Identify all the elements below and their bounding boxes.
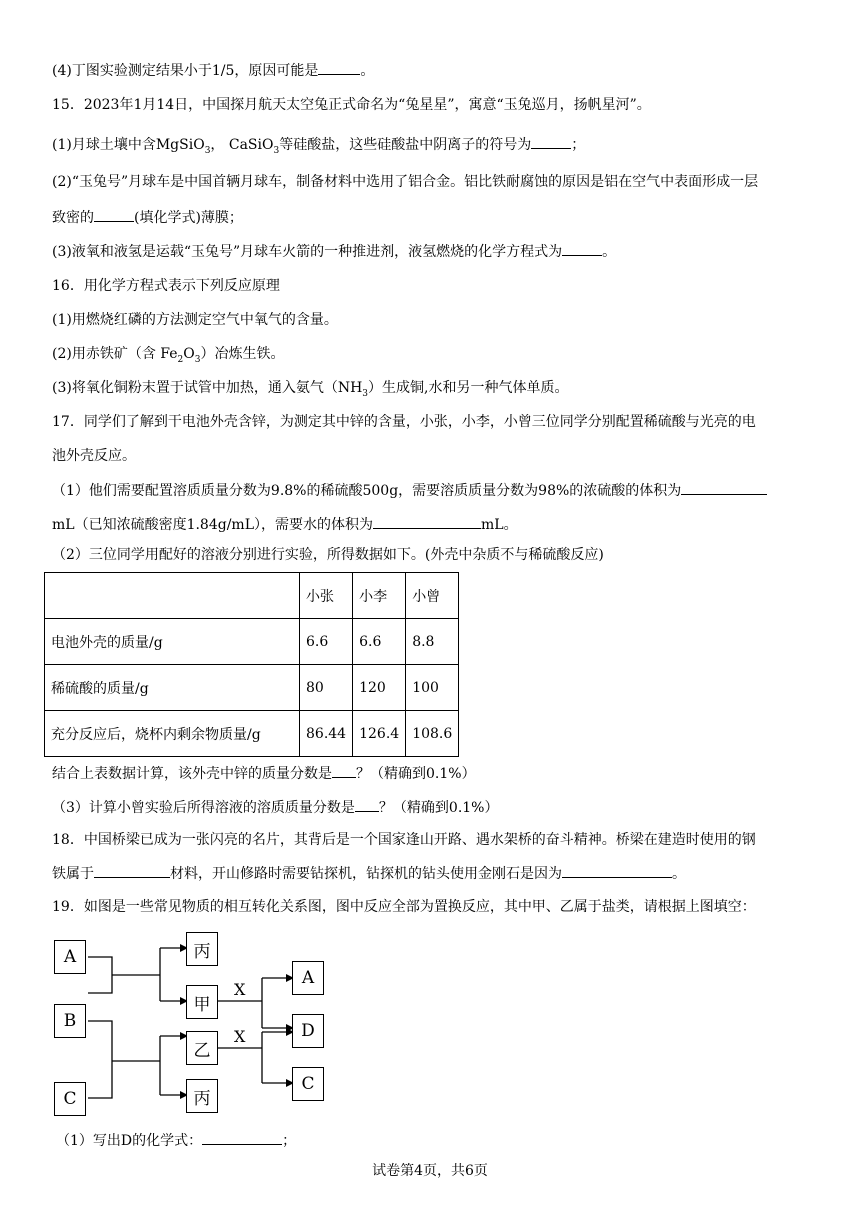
q17-part1-line1: （1）他们需要配置溶质质量分数为9.8%的稀硫酸500g，需要溶质质量分数为98%的浓硫酸的体积为: [52, 480, 767, 501]
q17-after-table: 结合上表数据计算，该外壳中锌的质量分数是 ？（精确到0.1%）: [52, 763, 476, 784]
table-cell: 100: [406, 665, 459, 711]
q18-line1: 18．中国桥梁已成为一张闪亮的名片，其背后是一个国家逢山开路、遇水架桥的奋斗精神。桥梁在建造时使用的钢: [52, 832, 756, 848]
table-cell: 126.4: [353, 711, 406, 757]
table-cell: 稀硫酸的质量/g: [45, 665, 300, 711]
reagent-x-label: X: [234, 1027, 246, 1046]
q17-intro-line2: 池外壳反应。: [52, 448, 136, 464]
node-c: C: [54, 1082, 86, 1116]
q17-part3: （3）计算小曾实验后所得溶液的溶质质量分数是 ？（精确到0.1%）: [52, 797, 498, 818]
node-jia: 甲: [186, 985, 218, 1019]
table-cell: 108.6: [406, 711, 459, 757]
q16-part3: (3)将氧化铜粉末置于试管中加热，通入氨气$(NH_3)$生成铜,水和另一种气体单质。: [52, 380, 569, 399]
q16-intro: 16．用化学方程式表示下列反应原理: [52, 278, 280, 294]
reagent-x-label: X: [234, 980, 246, 999]
table-cell: 小曾: [406, 573, 459, 619]
table-cell: 86.44: [300, 711, 353, 757]
q17-part2: （2）三位同学用配好的溶液分别进行实验，所得数据如下。(外壳中杂质不与稀硫酸反应): [52, 547, 604, 563]
answer-blank[interactable]: [202, 1130, 282, 1145]
table-cell: 充分反应后，烧杯内剩余物质量/g: [45, 711, 300, 757]
q15-part1: (1)月球土壤中含MgSiO$_3$， CaSiO$_3$等硅酸盐，这些硅酸盐中阴离子的符号为 ；: [52, 134, 585, 161]
q15-part2-line2: 致密的 (填化学式)薄膜；: [52, 207, 243, 228]
node-d: D: [292, 1014, 324, 1048]
node-bing-bottom: 丙: [186, 1079, 218, 1113]
q15-intro: 15．2023年1月14日，中国探月航天太空兔正式命名为“兔星星”，寓意“玉兔巡月，扬帆星河”。: [52, 97, 651, 113]
node-a: A: [54, 940, 86, 974]
q15-part2-line1: (2)“玉兔号”月球车是中国首辆月球车，制备材料中选用了铝合金。铝比铁耐腐蚀的原因是铝在空气中表面形成一层: [52, 174, 759, 190]
q15-part3: (3)液氧和液氢是运载“玉兔号”月球车火箭的一种推进剂，液氢燃烧的化学方程式为 。: [52, 241, 616, 262]
node-bing-top: 丙: [186, 932, 218, 966]
q19-intro: 19．如图是一些常见物质的相互转化关系图，图中反应全部为置换反应，其中甲、乙属于盐类，请根据上图填空：: [52, 899, 756, 915]
node-b: B: [54, 1004, 86, 1038]
node-yi: 乙: [186, 1031, 218, 1065]
q14-4-line: (4)丁图实验测定结果小于1/5，原因可能是 。: [52, 60, 374, 81]
q17-part1-line2: mL（已知浓硫酸密度1.84g/mL），需要水的体积为 mL。: [52, 514, 518, 535]
q18-line2: 铁属于 材料，开山修路时需要钻探机，钻探机的钻头使用金刚石是因为 。: [52, 863, 686, 884]
table-cell: 8.8: [406, 619, 459, 665]
q16-part1: (1)用燃烧红磷的方法测定空气中氧气的含量。: [52, 312, 338, 328]
table-cell: 80: [300, 665, 353, 711]
table-cell: 小李: [353, 573, 406, 619]
table-cell: 电池外壳的质量/g: [45, 619, 300, 665]
q19-part1: （1）写出D的化学式： ；: [56, 1130, 296, 1151]
node-a-right: A: [292, 961, 324, 995]
q17-intro-line1: 17．同学们了解到干电池外壳含锌，为测定其中锌的含量，小张，小李，小曾三位同学分别配置稀硫酸与光亮的电: [52, 414, 756, 430]
table-cell: 6.6: [353, 619, 406, 665]
node-c-right: C: [292, 1067, 324, 1101]
table-cell: 120: [353, 665, 406, 711]
q16-part2: (2)用赤铁矿（含 $Fe_2O_3$）冶炼生铁。: [52, 346, 285, 365]
page-footer: 试卷第4页，共6页: [372, 1163, 488, 1179]
table-cell: 6.6: [300, 619, 353, 665]
table-cell: 小张: [300, 573, 353, 619]
